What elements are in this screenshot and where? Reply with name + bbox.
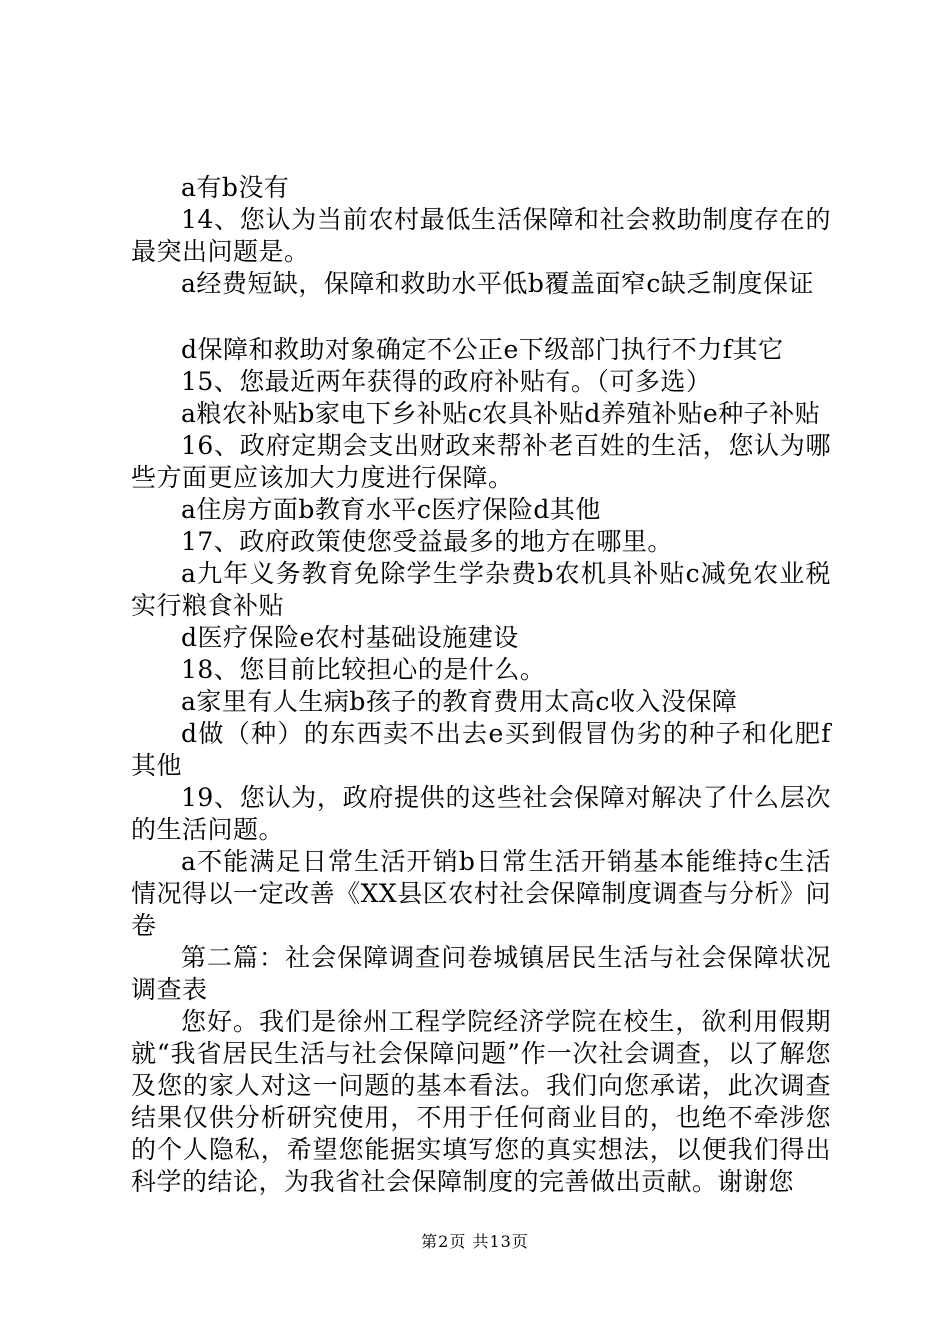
answer-options-14-line-2: d保障和救助对象确定不公正e下级部门执行不力f其它 — [181, 335, 784, 364]
document-body — [131, 172, 831, 1198]
question-15: 15、您最近两年获得的政府补贴有。（可多选） — [181, 367, 712, 396]
section-heading-part-2: 第二篇：社会保障调查问卷城镇居民生活与社会保障状况调查表 — [131, 943, 831, 1004]
question-16: 16、政府定期会支出财政来帮补老百姓的生活，您认为哪些方面更应该加大力度进行保障。 — [131, 431, 831, 492]
answer-options-19: a不能满足日常生活开销b日常生活开销基本能维持c生活情况得以一定改善《XX县区农村社会保障制度调查与分析》问卷 — [131, 847, 831, 940]
answer-options-18-line-2: d做（种）的东西卖不出去e买到假冒伪劣的种子和化肥f其他 — [131, 719, 831, 780]
answer-options-15: a粮农补贴b家电下乡补贴c农具补贴d养殖补贴e种子补贴 — [181, 399, 821, 428]
page-number-footer: 第2页 共13页 — [421, 1232, 529, 1251]
question-17: 17、政府政策使您受益最多的地方在哪里。 — [181, 527, 673, 556]
answer-options-13: a有b没有 — [181, 173, 290, 202]
answer-options-17-line-2: d医疗保险e农村基础设施建设 — [181, 623, 519, 652]
answer-options-18-line-1: a家里有人生病b孩子的教育费用太高c收入没保障 — [181, 687, 738, 716]
question-19: 19、您认为，政府提供的这些社会保障对解决了什么层次的生活问题。 — [131, 783, 831, 844]
answer-options-14-line-1: a经费短缺，保障和救助水平低b覆盖面窄c缺乏制度保证 — [181, 269, 814, 298]
answer-options-17-line-1: a九年义务教育免除学生学杂费b农机具补贴c减免农业税实行粮食补贴 — [131, 559, 831, 620]
intro-paragraph: 您好。我们是徐州工程学院经济学院在校生，欲利用假期就“我省居民生活与社会保障问题”作一次社会调查，以了解您及您的家人对这一问题的基本看法。我们向您承诺，此次调查结果仅供分析研究使用，不用于任何商业目的，也绝不牵涉您的个人隐私，希望您能据实填写您的真实想法，以便我们得出科学的结论，为我省社会保障制度的完善做出贡献。谢谢您 — [131, 1007, 831, 1196]
question-14: 14、您认为当前农村最低生活保障和社会救助制度存在的最突出问题是。 — [131, 205, 831, 266]
question-18: 18、您目前比较担心的是什么。 — [181, 655, 546, 684]
answer-options-16: a住房方面b教育水平c医疗保险d其他 — [181, 495, 601, 524]
